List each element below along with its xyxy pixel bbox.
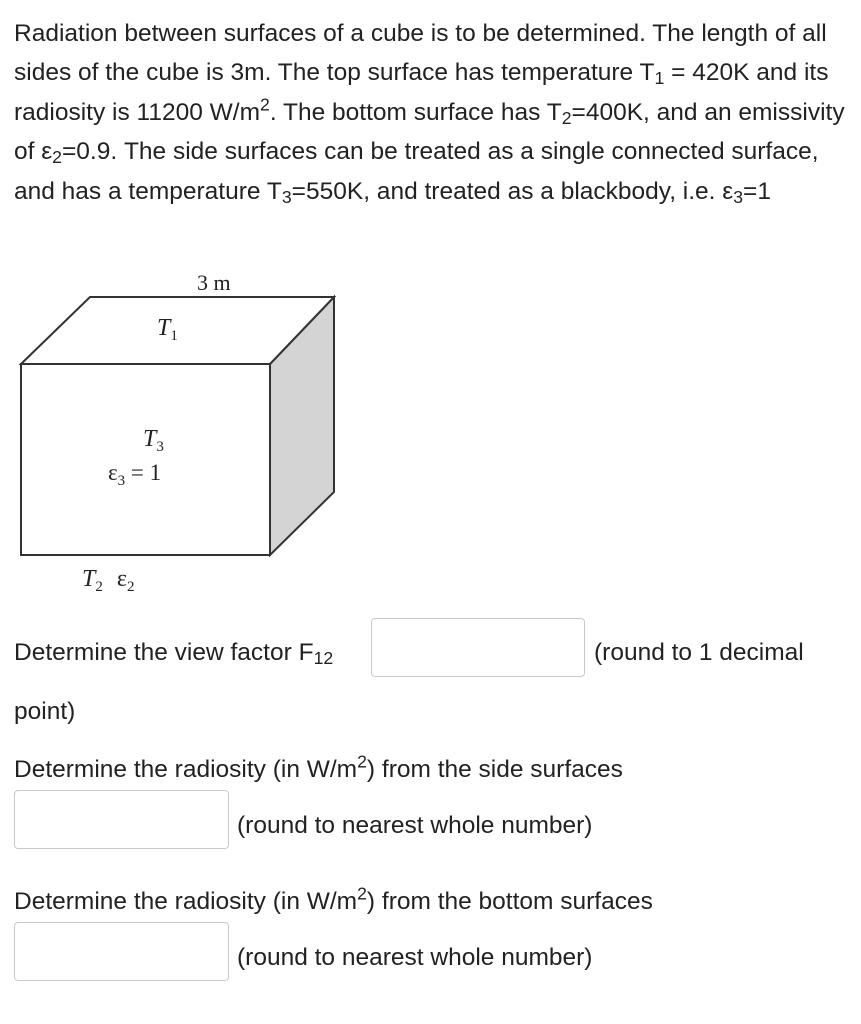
question-bottom-radiosity: Determine the radiosity (in $W/m^2$) from the bottom surfaces (14, 883, 653, 915)
side-radiosity-input[interactable] (14, 790, 229, 849)
bottom-labels: $T_2$ $\varepsilon_2$ (82, 566, 135, 595)
bottom-radiosity-input[interactable] (14, 922, 229, 981)
side-radiosity-hint: (round to nearest whole number) (237, 812, 593, 839)
bottom-radiosity-hint: (round to nearest whole number) (237, 944, 593, 971)
side-emissivity-label: $\varepsilon_3 = 1$ (108, 460, 162, 489)
cube-diagram (14, 262, 344, 602)
question-view-factor: Determine the view factor $F_{12}$ (14, 639, 334, 668)
view-factor-hint: (round to 1 decimal (594, 639, 804, 666)
dimension-label: 3 m (197, 270, 231, 295)
view-factor-input[interactable] (371, 618, 585, 677)
view-factor-hint-wrap: point) (14, 698, 76, 725)
question-side-radiosity: Determine the radiosity (in $W/m^2$) from the side surfaces (14, 751, 623, 783)
problem-statement: Radiation between surfaces of a cube is to be determined. The length of all sides of the cube is 3m. The top surface has temperature $T_1 = 420K$ and its radiosity is 11200 $W/m^2$. The bottom surface has $T_2=400K$, and an emissivity of $\varepsilon_2=0.9$. The side surfaces can be treated as a single connected surface, and has a temperature $T_3=550K$, and treated as a blackbody, i.e. $\varepsilon_3=1$ (14, 20, 845, 207)
side-temperature-label: $T_3$ (143, 426, 164, 455)
top-temperature-label: $T_1$ (157, 315, 178, 344)
